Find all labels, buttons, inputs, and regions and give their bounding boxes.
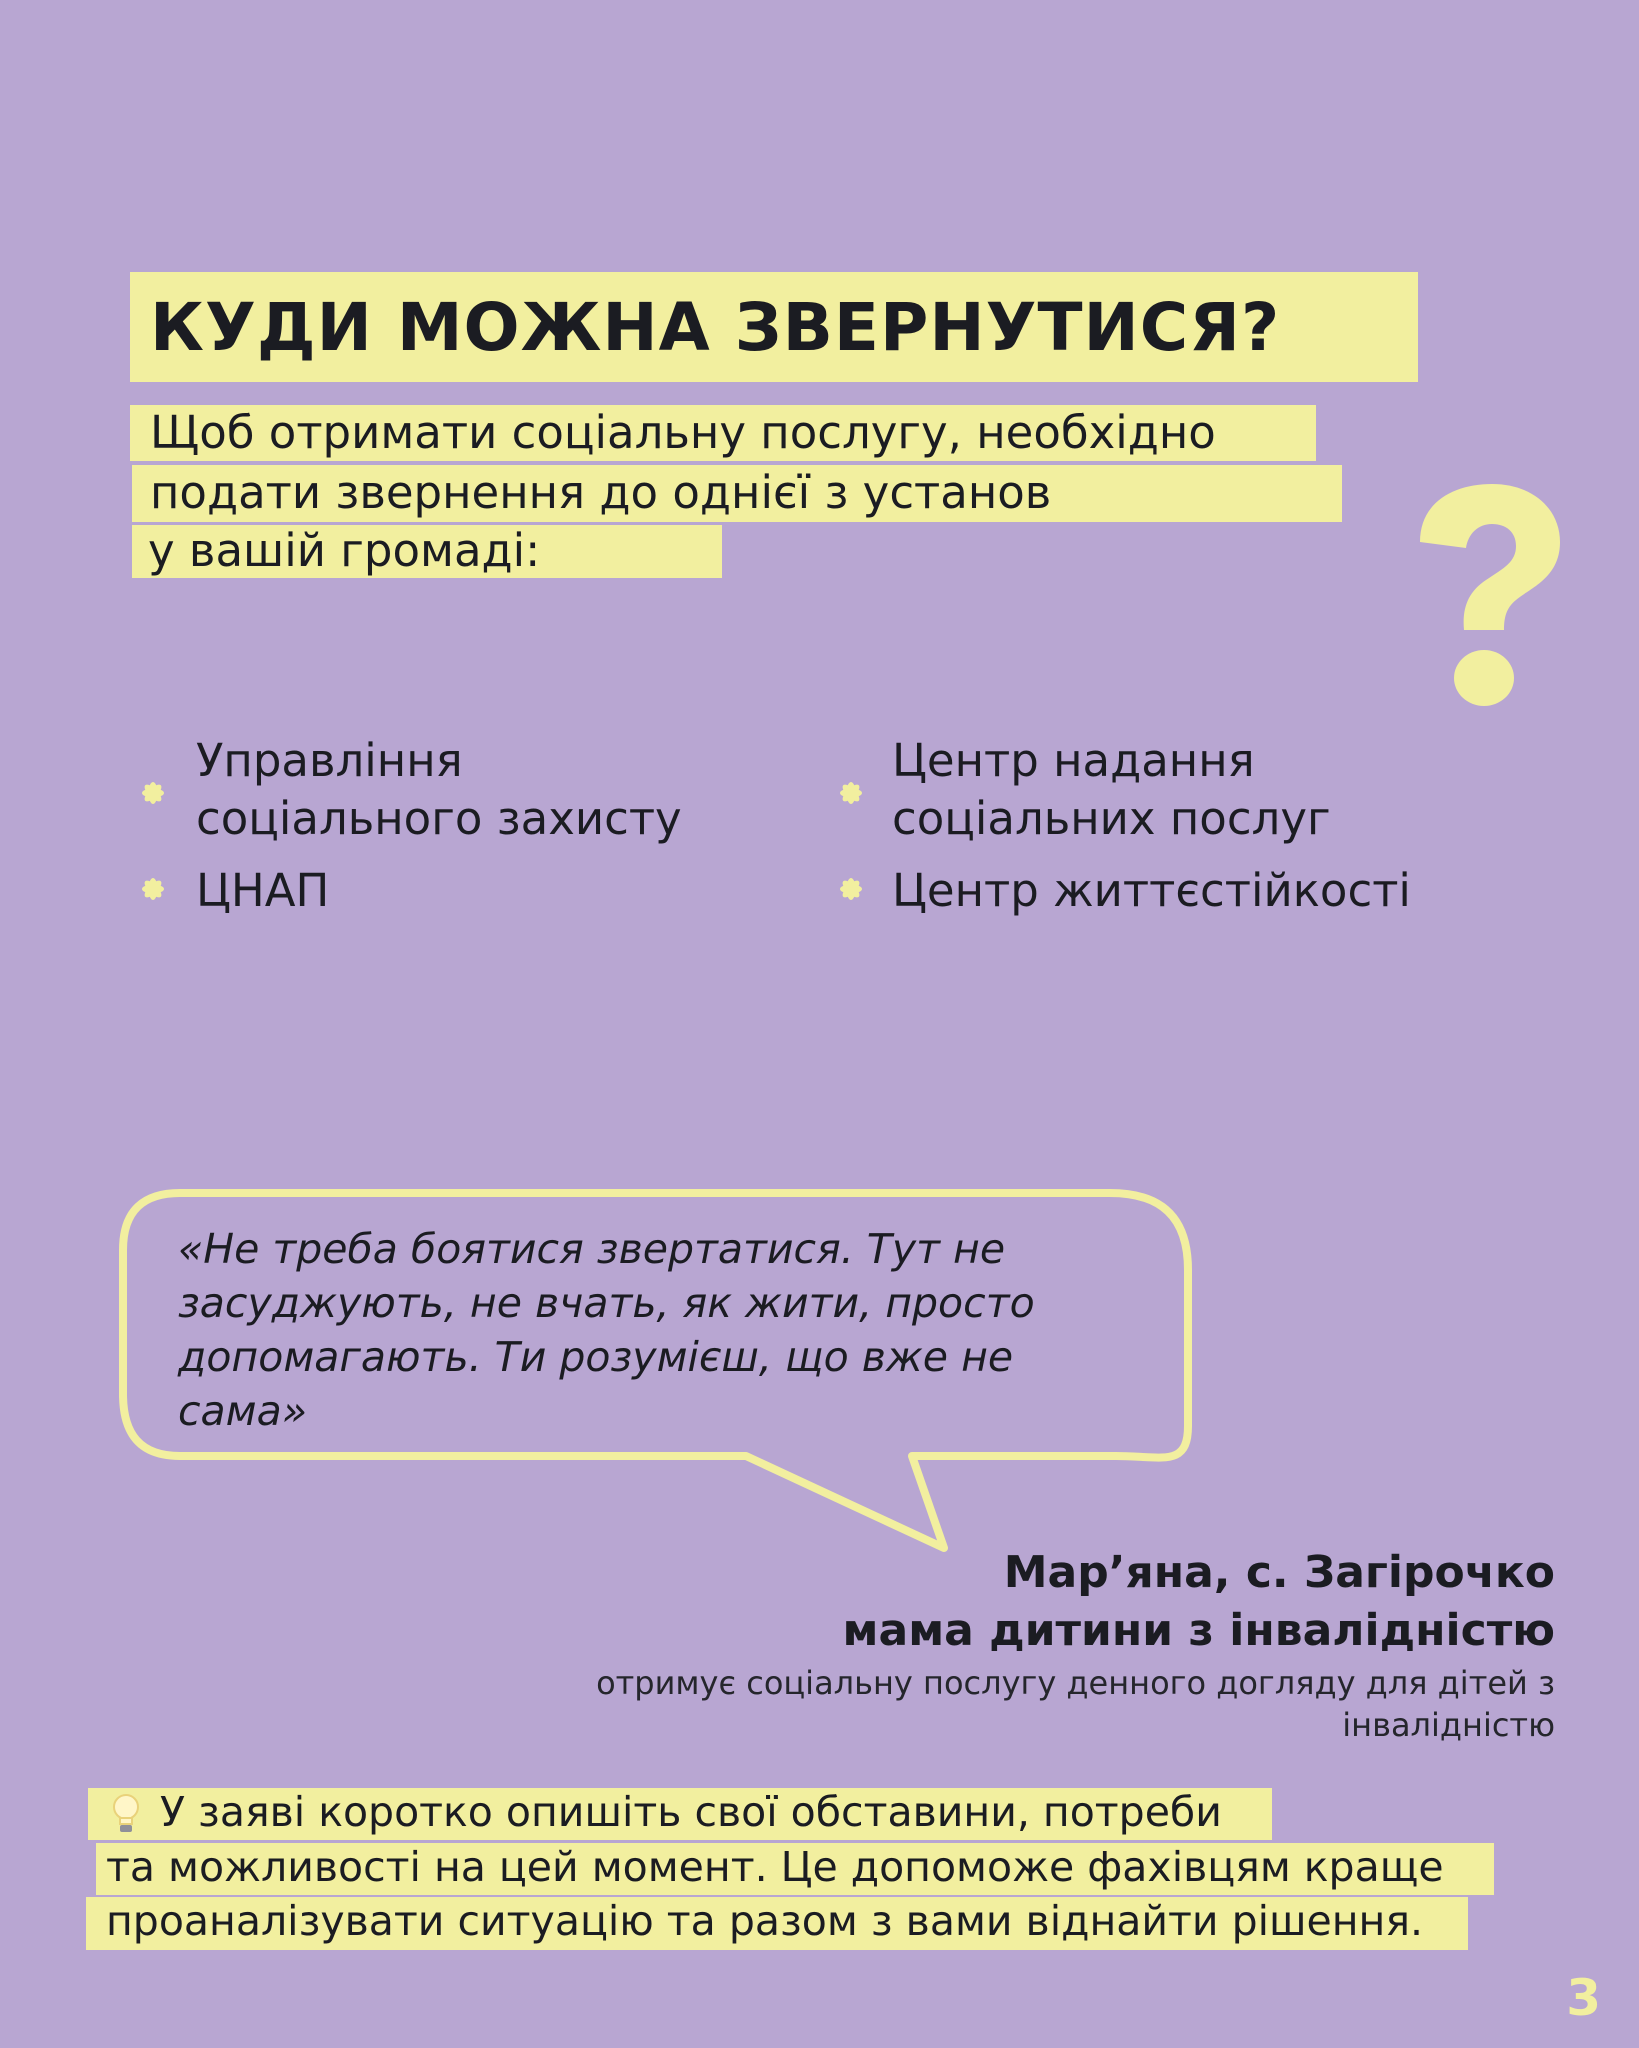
- tip-line: та можливості на цей момент. Це допоможе фахівцям краще: [106, 1843, 1444, 1891]
- tip-line: проаналізувати ситуацію та разом з вами віднайти рішення.: [106, 1897, 1424, 1945]
- question-mark-icon: [1412, 480, 1562, 720]
- list-item-social-protection: [196, 732, 682, 848]
- list-item-resilience-center: [892, 862, 1411, 920]
- testimonial-quote: «Не треба боятися звертатися. Тут не засуджують, не вчать, як жити, просто допомагають. Ти розумієш, що вже не сама»: [178, 1225, 1035, 1435]
- list-item-line: Управління: [196, 734, 463, 787]
- tip-line: У заяві коротко опишіть свої обставини, потреби: [160, 1788, 1222, 1836]
- page-title: КУДИ МОЖНА ЗВЕРНУТИСЯ?: [150, 289, 1281, 366]
- asterisk-flower-icon: [138, 778, 168, 808]
- asterisk-flower-icon: [836, 874, 866, 904]
- asterisk-flower-icon: [138, 874, 168, 904]
- quote-author-description: отримує соціальну послугу денного догляду для дітей з інвалідністю: [596, 1664, 1555, 1744]
- intro-line: у вашій громаді:: [148, 524, 541, 577]
- list-item-line: соціального захисту: [196, 792, 682, 845]
- lightbulb-icon: [108, 1792, 144, 1836]
- page-number: 3: [1566, 1969, 1601, 2027]
- list-item-line: Центр надання: [892, 734, 1255, 787]
- list-item-line: соціальних послуг: [892, 792, 1331, 845]
- asterisk-flower-icon: [836, 778, 866, 808]
- list-item-line: Центр життєстійкості: [892, 864, 1411, 917]
- intro-line: подати звернення до однієї з установ: [150, 466, 1052, 519]
- list-item-social-services-center: [892, 732, 1331, 848]
- list-item-line: ЦНАП: [196, 864, 330, 917]
- list-item-cnap: [196, 862, 329, 920]
- quote-author-role: мама дитини з інвалідністю: [842, 1605, 1555, 1656]
- quote-author-name: Мар’яна, с. Загірочко: [1003, 1547, 1555, 1598]
- intro-line: Щоб отримати соціальну послугу, необхідно: [150, 406, 1216, 459]
